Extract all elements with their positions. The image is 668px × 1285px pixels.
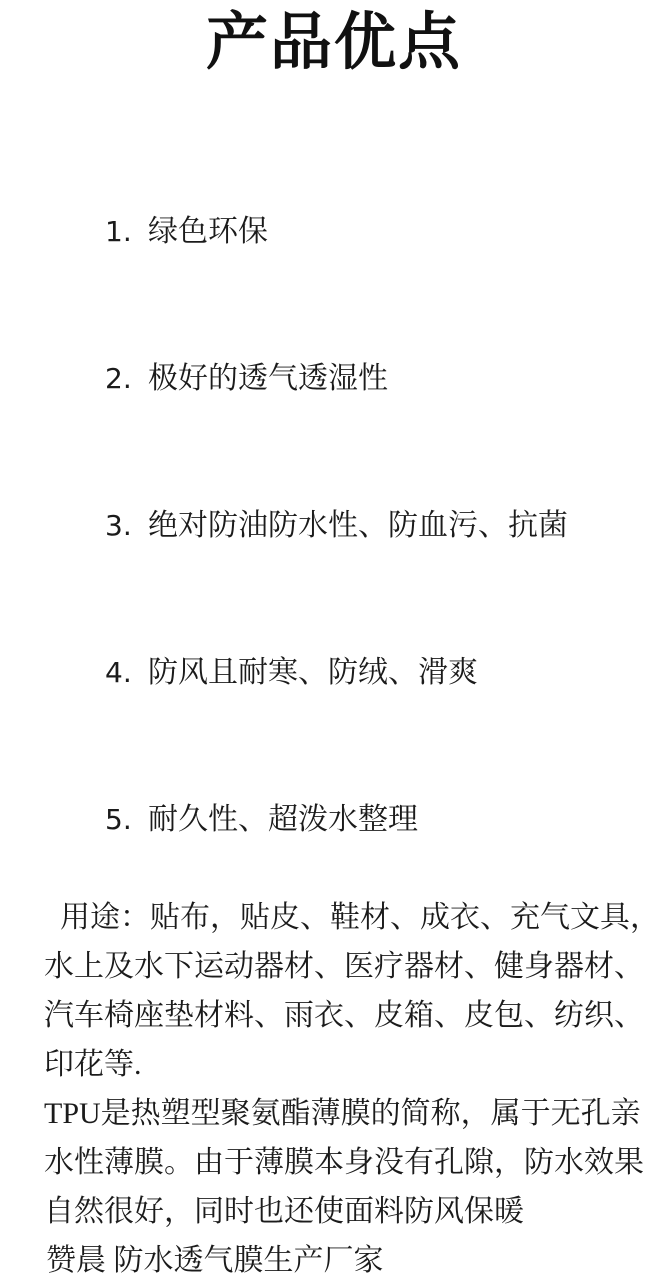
advantage-item xyxy=(0,158,668,305)
advantage-text: 防风且耐寒、防绒、滑爽 xyxy=(148,656,478,689)
advantage-text: 绝对防油防水性、防血污、抗菌 xyxy=(148,509,568,542)
advantage-number: 4. xyxy=(105,656,132,689)
tpu-description-paragraph xyxy=(0,1089,668,1236)
usage-line: 用途：贴布，贴皮、鞋材、成衣、充气文具， xyxy=(60,901,660,934)
advantage-text: 绿色环保 xyxy=(148,215,268,248)
description-line: TPU是热塑型聚氨酯薄膜的简称，属于无孔亲 xyxy=(44,1097,641,1130)
manufacturer-footer: 赞晨 防水透气膜生产厂家 xyxy=(46,1244,384,1277)
advantages-list xyxy=(0,158,668,893)
advantage-number: 2. xyxy=(105,362,132,395)
usage-line: 汽车椅座垫材料、雨衣、皮箱、皮包、纺织、 xyxy=(44,999,644,1032)
advantage-number: 3. xyxy=(105,509,132,542)
advantage-text: 耐久性、超泼水整理 xyxy=(148,803,418,836)
page-title: 产品优点 xyxy=(205,5,462,78)
usage-line: 水上及水下运动器材、医疗器材、健身器材、 xyxy=(44,950,644,983)
advantage-item xyxy=(0,452,668,599)
usage-paragraph xyxy=(0,893,668,1089)
usage-line: 印花等. xyxy=(44,1048,142,1081)
advantage-text: 极好的透气透湿性 xyxy=(148,362,388,395)
advantage-item xyxy=(0,305,668,452)
advantage-number: 5. xyxy=(105,803,132,836)
description-line: 水性薄膜。由于薄膜本身没有孔隙，防水效果 xyxy=(44,1146,644,1179)
page-content xyxy=(0,158,668,1285)
advantage-number: 1. xyxy=(105,215,132,248)
advantage-item xyxy=(0,599,668,746)
advantage-item xyxy=(0,746,668,893)
description-line: 自然很好，同时也还使面料防风保暖 xyxy=(44,1195,524,1228)
